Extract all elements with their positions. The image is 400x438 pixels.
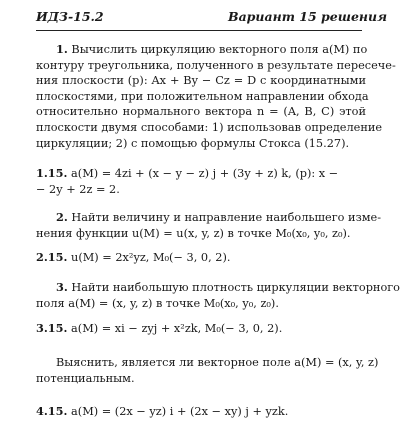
- task-number: 2.: [56, 210, 68, 224]
- item-line: [36, 250, 366, 266]
- item-1-15: [36, 166, 366, 197]
- item-line: [36, 404, 366, 420]
- item-line: [36, 166, 366, 182]
- task-1-line: 1. Вычислить циркуляцию векторного поля a(M) по: [56, 42, 368, 56]
- task-1-line: относительно нормального вектора n = (A, B, C) этой: [36, 105, 366, 119]
- task-1-line: плоскости двумя способами: 1) использовав определение: [36, 120, 383, 134]
- task-2-line: 2. Найти величину и направление наибольшего изме-: [56, 210, 382, 224]
- task-3: [36, 280, 400, 311]
- item-number: 4.15.: [36, 404, 68, 418]
- header-left: ИДЗ-15.2: [36, 9, 104, 24]
- formula: a(M) = 4zi + (x − y − z) j + (3y + z) k, (p): x −: [71, 167, 339, 180]
- task-4: [36, 355, 379, 386]
- task-1-line: циркуляции; 2) с помощью формулы Стокса (15.27).: [36, 136, 350, 150]
- item-number: 1.15.: [36, 166, 68, 180]
- item-line: [36, 321, 366, 337]
- task-1-line: плоскостями, при положительном направлении обхода: [36, 89, 369, 103]
- item-2-15: [36, 250, 366, 266]
- task-4-line: потенциальным.: [36, 371, 135, 385]
- item-3-15: [36, 321, 366, 337]
- task-4-line: Выяснить, является ли векторное поле a(M) = (x, y, z): [56, 356, 379, 369]
- item-line: − 2y + 2z = 2.: [36, 182, 120, 196]
- task-3-line: поля a(M) = (x, y, z) в точке M₀(x₀, y₀, z₀).: [36, 296, 279, 310]
- task-1-line: контуру треугольника, полученного в результате пересече-: [36, 58, 396, 72]
- task-1-line: ния плоскости (p): Ax + By − Cz = D с координатными: [36, 74, 366, 88]
- task-2: [36, 210, 382, 241]
- item-number: 3.15.: [36, 321, 68, 335]
- header-right: Вариант 15 решения: [228, 9, 388, 24]
- task-number: 1.: [56, 42, 68, 56]
- item-4-15: [36, 404, 366, 420]
- task-number: 3.: [56, 280, 68, 294]
- formula: a(M) = xi − zyj + x²zk, M₀(− 3, 0, 2).: [71, 322, 283, 335]
- header-divider: [36, 30, 362, 31]
- task-2-line: нения функции u(M) = u(x, y, z) в точке M₀(x₀, y₀, z₀).: [36, 226, 351, 240]
- task-1: [36, 42, 396, 151]
- formula: u(M) = 2x²yz, M₀(− 3, 0, 2).: [71, 251, 231, 264]
- item-number: 2.15.: [36, 250, 68, 264]
- task-3-line: 3. Найти наибольшую плотность циркуляции векторного: [56, 280, 400, 294]
- formula: a(M) = (2x − yz) i + (2x − xy) j + yzk.: [71, 405, 289, 418]
